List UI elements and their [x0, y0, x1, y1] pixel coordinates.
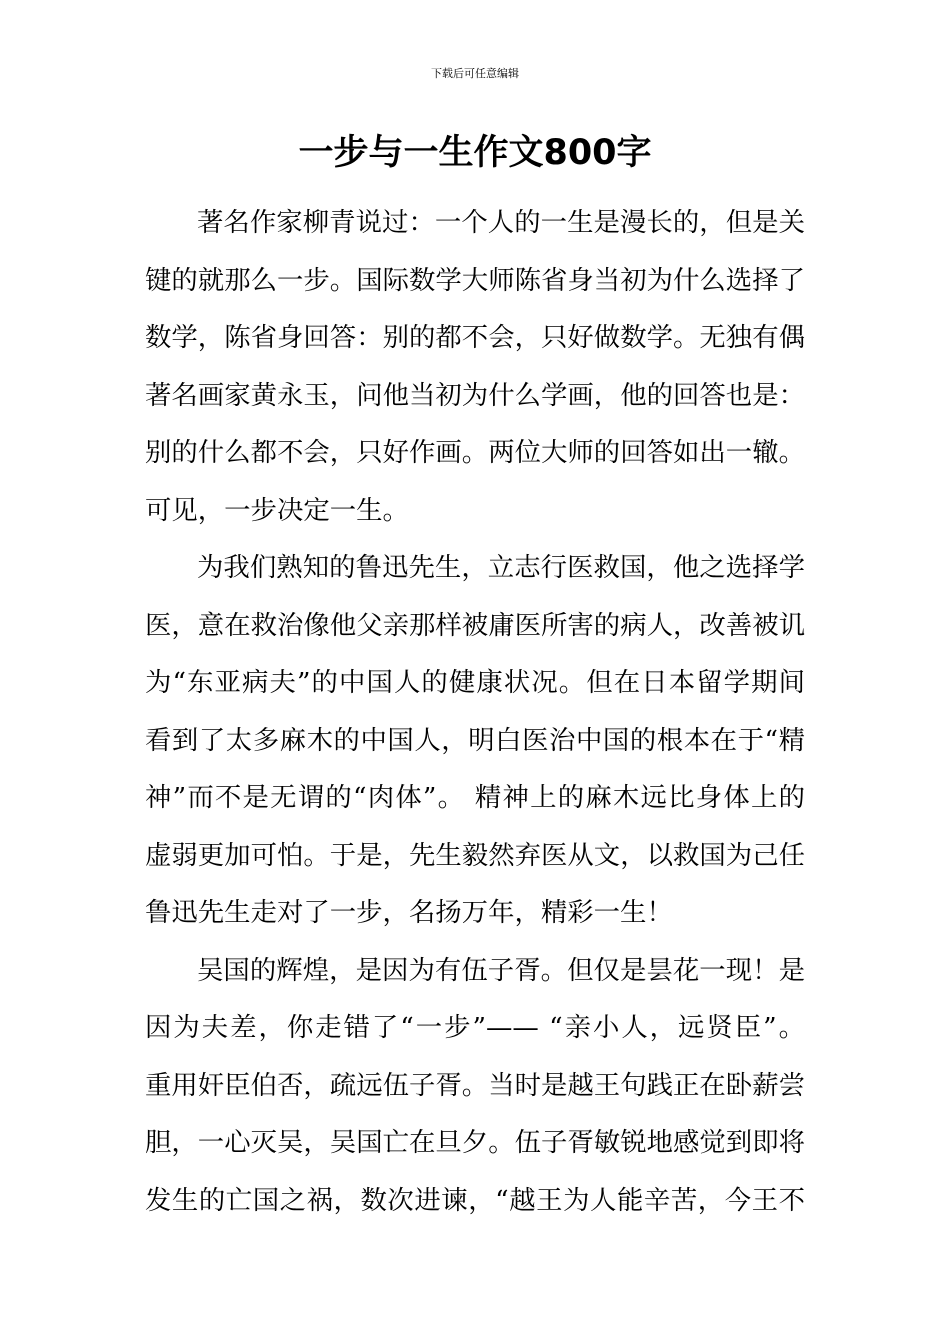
text-line: 发生的亡国之祸，数次进谏，“越王为人能辛苦，今王不 — [145, 1184, 805, 1216]
text-line: 著名画家黄永玉，问他当初为什么学画，他的回答也是： — [145, 379, 805, 411]
text-line: 医，意在救治像他父亲那样被庸医所害的病人，改善被讥 — [145, 609, 805, 641]
document-title: 一步与一生作文800字 — [298, 133, 652, 173]
paragraph — [145, 942, 805, 1230]
text-line: 看到了太多麻木的中国人，明白医治中国的根本在于“精 — [145, 724, 805, 756]
paragraph — [145, 194, 805, 539]
document-body — [145, 194, 805, 1229]
text-line: 数学，陈省身回答：别的都不会，只好做数学。无独有偶 — [145, 322, 805, 353]
text-line: 胆，一心灭吴，吴国亡在旦夕。伍子胥敏锐地感觉到即将 — [145, 1127, 805, 1158]
text-line: 为我们熟知的鲁迅先生，立志行医救国，他之选择学 — [197, 552, 805, 583]
text-line: 因为夫差，你走错了“一步”—— “亲小人，远贤臣”。 — [145, 1012, 805, 1043]
text-line: 虚弱更加可怕。于是，先生毅然弃医从文，以救国为己任 — [145, 839, 805, 871]
text-line: 重用奸臣伯否，疏远伍子胥。当时是越王句践正在卧薪尝 — [145, 1069, 805, 1101]
text-line: 键的就那么一步。国际数学大师陈省身当初为什么选择了 — [145, 264, 805, 296]
text-line: 别的什么都不会，只好作画。两位大师的回答如出一辙。 — [145, 437, 805, 468]
text-line: 著名作家柳青说过：一个人的一生是漫长的，但是关 — [197, 207, 805, 238]
text-line: 神”而不是无谓的“肉体”。 精神上的麻木远比身体上的 — [145, 782, 805, 813]
text-line: 吴国的辉煌，是因为有伍子胥。但仅是昙花一现！是 — [197, 954, 805, 986]
text-line: 鲁迅先生走对了一步，名扬万年，精彩一生！ — [145, 897, 673, 928]
header-note: 下载后可任意编辑 — [431, 67, 519, 80]
text-line: 为“东亚病夫”的中国人的健康状况。但在日本留学期间 — [145, 667, 805, 698]
paragraph — [145, 539, 805, 942]
text-line: 可见，一步决定一生。 — [145, 494, 409, 526]
